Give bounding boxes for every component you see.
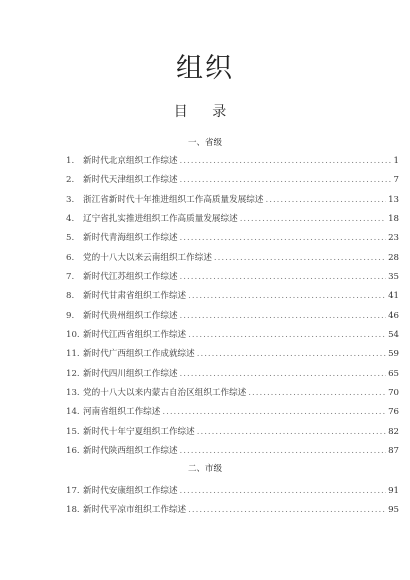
toc-entry-number: 12. (66, 368, 80, 379)
toc-entry-number: 5. (66, 233, 75, 244)
dot-leader (180, 152, 392, 171)
toc-entry[interactable] (66, 482, 399, 501)
toc-entry-title: 党的十八大以来云南组织工作综述 (83, 252, 212, 263)
toc-entry-page-number: 7 (393, 175, 399, 186)
toc-entry-page-number: 59 (388, 349, 399, 360)
toc-entry-number: 3. (66, 194, 75, 205)
toc-entry-number: 10. (66, 330, 80, 341)
toc-entry[interactable] (66, 501, 399, 520)
toc-entry[interactable] (66, 171, 399, 190)
toc-entry[interactable] (66, 384, 399, 403)
toc-entry-number: 16. (66, 446, 80, 457)
toc-entry-title: 新时代十年宁夏组织工作综述 (83, 426, 195, 437)
toc-entry-title: 新时代青海组织工作综述 (83, 233, 178, 244)
dot-leader (180, 482, 387, 501)
toc-entry-page-number: 70 (388, 388, 399, 399)
section-heading-municipal: 二、市级 (187, 464, 222, 474)
toc-entry[interactable] (66, 365, 399, 384)
toc-entry-number: 7. (66, 272, 75, 283)
dot-leader (240, 210, 386, 229)
toc-entry-page-number: 87 (388, 446, 399, 457)
toc-entry-number: 2. (66, 175, 75, 186)
dot-leader (197, 345, 386, 364)
toc-entry-title: 浙江省新时代十年推进组织工作高质量发展综述 (83, 194, 264, 205)
toc-entry-page-number: 46 (388, 310, 399, 321)
toc-entry[interactable] (66, 345, 399, 364)
toc-entry-title: 新时代陕西组织工作综述 (83, 446, 178, 457)
toc-entry[interactable] (66, 307, 399, 326)
toc-entry[interactable] (66, 403, 399, 422)
toc-entry-number: 11. (66, 349, 80, 360)
toc-entry-title: 新时代贵州组织工作综述 (83, 310, 178, 321)
toc-entry-page-number: 76 (388, 407, 399, 418)
dot-leader (180, 268, 387, 287)
toc-entry-number: 14. (66, 407, 80, 418)
toc-entry-page-number: 95 (388, 505, 399, 516)
toc-entry-page-number: 28 (388, 252, 399, 263)
toc-entry-number: 8. (66, 291, 75, 302)
toc-entry-page-number: 13 (388, 194, 399, 205)
toc-entry-page-number: 1 (393, 156, 399, 166)
dot-leader (197, 423, 386, 442)
toc-entry-title: 河南省组织工作综述 (83, 407, 161, 418)
toc-entry[interactable] (66, 423, 399, 442)
toc-entry-number: 17. (66, 486, 80, 496)
toc-entry-page-number: 35 (388, 272, 399, 283)
toc-entry-title: 党的十八大以来内蒙古自治区组织工作综述 (83, 388, 247, 399)
toc-list-municipal (66, 482, 399, 521)
toc-heading: 目 录 (173, 104, 237, 120)
toc-entry-number: 9. (66, 310, 75, 321)
toc-entry-page-number: 54 (388, 330, 399, 341)
toc-entry-title: 新时代安康组织工作综述 (83, 486, 178, 496)
toc-entry-number: 18. (66, 505, 80, 516)
dot-leader (265, 191, 386, 210)
dot-leader (180, 171, 392, 190)
dot-leader (214, 249, 386, 268)
toc-entry-page-number: 18 (388, 214, 399, 225)
toc-entry-number: 4. (66, 214, 75, 225)
toc-entry[interactable] (66, 191, 399, 210)
dot-leader (162, 403, 386, 422)
toc-entry-title: 新时代江西省组织工作综述 (83, 330, 187, 341)
toc-entry-number: 1. (66, 156, 75, 166)
toc-entry-title: 新时代四川组织工作综述 (83, 368, 178, 379)
toc-entry-page-number: 91 (388, 486, 399, 496)
toc-entry[interactable] (66, 210, 399, 229)
dot-leader (180, 229, 387, 248)
toc-entry[interactable] (66, 268, 399, 287)
section-heading-provincial: 一、省级 (187, 138, 222, 148)
dot-leader (188, 501, 386, 520)
toc-entry[interactable] (66, 326, 399, 345)
toc-entry-title: 辽宁省扎实推进组织工作高质量发展综述 (83, 214, 238, 225)
dot-leader (180, 365, 387, 384)
toc-entry-number: 15. (66, 426, 80, 437)
toc-entry-title: 新时代平凉市组织工作综述 (83, 505, 187, 516)
toc-entry[interactable] (66, 287, 399, 306)
toc-entry-page-number: 82 (388, 426, 399, 437)
dot-leader (248, 384, 386, 403)
toc-entry-title: 新时代天津组织工作综述 (83, 175, 178, 186)
toc-entry-number: 6. (66, 252, 75, 263)
toc-entry-number: 13. (66, 388, 80, 399)
toc-entry-page-number: 65 (388, 368, 399, 379)
dot-leader (180, 442, 387, 461)
toc-entry[interactable] (66, 442, 399, 461)
dot-leader (188, 326, 386, 345)
toc-entry[interactable] (66, 229, 399, 248)
toc-entry[interactable] (66, 249, 399, 268)
toc-entry-title: 新时代甘肃省组织工作综述 (83, 291, 187, 302)
toc-entry-title: 新时代广西组织工作成就综述 (83, 349, 195, 360)
dot-leader (188, 287, 386, 306)
toc-entry-page-number: 23 (388, 233, 399, 244)
toc-entry-page-number: 41 (388, 291, 399, 302)
dot-leader (180, 307, 387, 326)
toc-entry-title: 新时代江苏组织工作综述 (83, 272, 178, 283)
document-title: 组织 (176, 53, 234, 84)
toc-list-provincial (66, 152, 399, 462)
toc-entry[interactable] (66, 152, 399, 171)
toc-entry-title: 新时代北京组织工作综述 (83, 156, 178, 166)
